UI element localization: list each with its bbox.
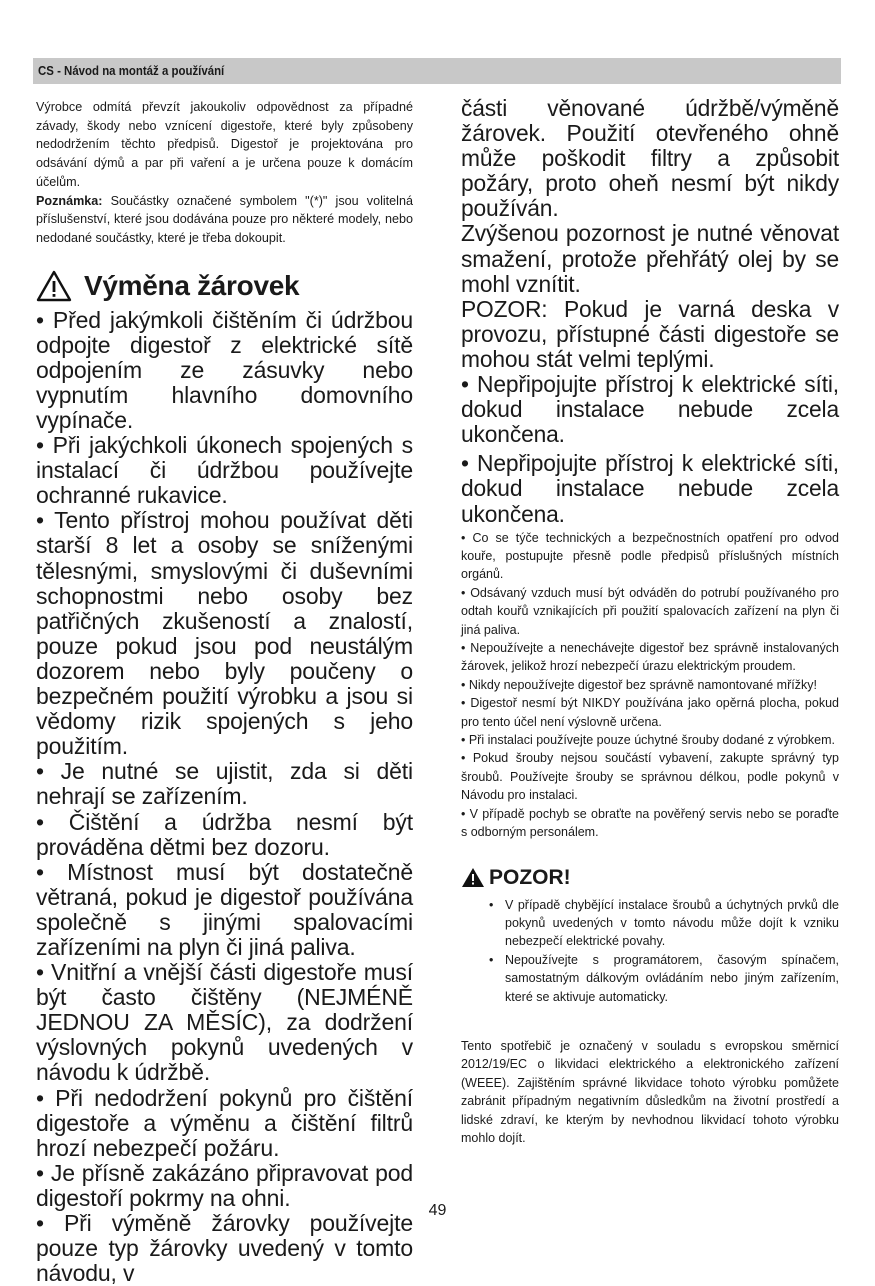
left-column [36,98,413,1286]
safety-item: • Nepřipojujte přístroj k elektrické síti, dokud instalace nebude zcela ukončena. [461,450,839,527]
page-number: 49 [428,1202,447,1219]
list-item: • V případě chybějící instalace šroubů a úchytných prvků dle pokynů uvedených v tomto návodu může dojít k vzniku nebezpečí elektrické povahy. [505,896,839,951]
right-column [461,96,839,1147]
list-item: • Nepoužívejte s programátorem, časovým spínačem, samostatným dálkovým ovládáním nebo jiným zařízením, které se aktivuje automaticky. [505,951,839,1006]
safety-item: • Je nutné se ujistit, zda si děti nehrají se zařízením. [36,758,413,810]
safety-item: části věnované údržbě/výměně žárovek. Použití otevřeného ohně může poškodit filtry a způsobit požáry, proto oheň nesmí být nikdy používán. [461,95,839,222]
safety-note: • Při instalaci používejte pouze úchytné šrouby dodané z výrobkem. [461,733,836,748]
warning-icon [36,270,72,302]
safety-item: • Před jakýmkoli čištěním či údržbou odpojte digestoř z elektrické sítě odpojením ze zásuvky nebo vypnutím hlavního domovního vypínače. [36,306,413,433]
safety-item: • Vnitřní a vnější části digestoře musí být často čištěny (NEJMÉNĚ JEDNOU ZA MĚSÍC), za dodržení výslovných pokynů uvedených v návodu k údržbě. [36,959,413,1086]
safety-note: • Pokud šrouby nejsou součástí vybavení, zakupte správný typ šroubů. Používejte šrouby se správnou délkou, podle pokynů v Návodu pro instalaci. [461,751,839,803]
safety-note: • Co se týče technických a bezpečnostních opatření pro odvod kouře, postupujte přesně podle předpisů příslušných místních orgánů. [461,530,839,582]
safety-note: • Nikdy nepoužívejte digestoř bez správně namontované mřížky! [461,677,817,692]
warning-filled-icon [461,867,485,888]
note-text: Součástky označené symbolem "(*)" jsou volitelná příslušenství, které jsou dodávána pouze pro některé modely, nebo nedodané součástky, které je třeba dokoupit. [36,193,413,245]
weee-paragraph: Tento spotřebič je označený v souladu s evropskou směrnicí 2012/19/EC o likvidaci elektrického a elektronického zařízení (WEEE). Zajištěním správné likvidace tohoto výrobku pomůžete zabránit případným negativním důsledkům na životní prostředí a lidské zdraví, ke kterým by nevhodnou likvidací tohoto výrobku mohlo dojít. [461,1038,839,1145]
safety-item: • Při výměně žárovky používejte pouze typ žárovky uvedený v tomto návodu, v [36,1210,413,1286]
safety-note: • Nepoužívejte a nenechávejte digestoř bez správně instalovaných žárovek, jelikož hrozí nebezpečí úrazu elektrickým proudem. [461,641,839,674]
section-title: Výměna žárovek [84,269,300,301]
safety-item: • Tento přístroj mohou používat děti starší 8 let a osoby se sníženými tělesnými, smyslovými či duševními schopnostmi nebo osoby bez patřičných zkušeností a znalostí, pouze pokud jsou pod neustálým dozorem nebo byly poučeny o bezpečném použití výrobku a jsou si vědomy rizik spojených s jeho použitím. [36,507,413,760]
pozor-heading [461,866,839,890]
header-title: CS - Návod na montáž a používání [38,63,225,78]
safety-item: • Nepřipojujte přístroj k elektrické síti, dokud instalace nebude zcela ukončena. [461,371,839,448]
safety-item: • Místnost musí být dostatečně větraná, pokud je digestoř používána společně s jinými spalovacími zařízeními na plyn či jiná paliva. [36,858,413,960]
safety-note: • Odsávaný vzduch musí být odváděn do potrubí používaného pro odtah kouřů vznikajících při použití spalovacích zařízení na plyn či jiná paliva. [461,585,839,637]
note-label: Poznámka: [36,193,103,208]
note-paragraph [36,192,413,248]
safety-note: • Digestoř nesmí být NIKDY používána jako opěrná plocha, pokud pro tento účel není výslovně určena. [461,696,839,729]
intro-paragraph: Výrobce odmítá převzít jakoukoliv odpovědnost za případné závady, škody nebo vznícení digestoře, které byly způsobeny nedodržením těchto předpisů. Digestoř je projektována pro odsávání dýmů a par při vaření a je určena pouze k domácím účelům. [36,100,413,189]
pozor-title: POZOR! [489,865,571,889]
safety-item: • Čištění a údržba nesmí být prováděna dětmi bez dozoru. [36,808,413,860]
safety-note: • V případě pochyb se obraťte na pověřený servis nebo se poraďte s odborným personálem. [461,806,839,840]
header-bar [33,58,841,84]
safety-item: • Při jakýchkoli úkonech spojených s instalací či údržbou používejte ochranné rukavice. [36,432,413,509]
pozor-list [461,896,839,1006]
safety-item: Zvýšenou pozornost je nutné věnovat smažení, protože přehřátý olej by se mohl vznítit. [461,220,839,297]
safety-item: • Je přísně zakázáno připravovat pod digestoří pokrmy na ohni. [36,1159,413,1211]
safety-item: • Při nedodržení pokynů pro čištění digestoře a výměnu a čištění filtrů hrozí nebezpečí požáru. [36,1084,413,1161]
safety-item: POZOR: Pokud je varná deska v provozu, přístupné části digestoře se mohou stát velmi teplými. [461,295,839,372]
section-heading [36,270,413,302]
